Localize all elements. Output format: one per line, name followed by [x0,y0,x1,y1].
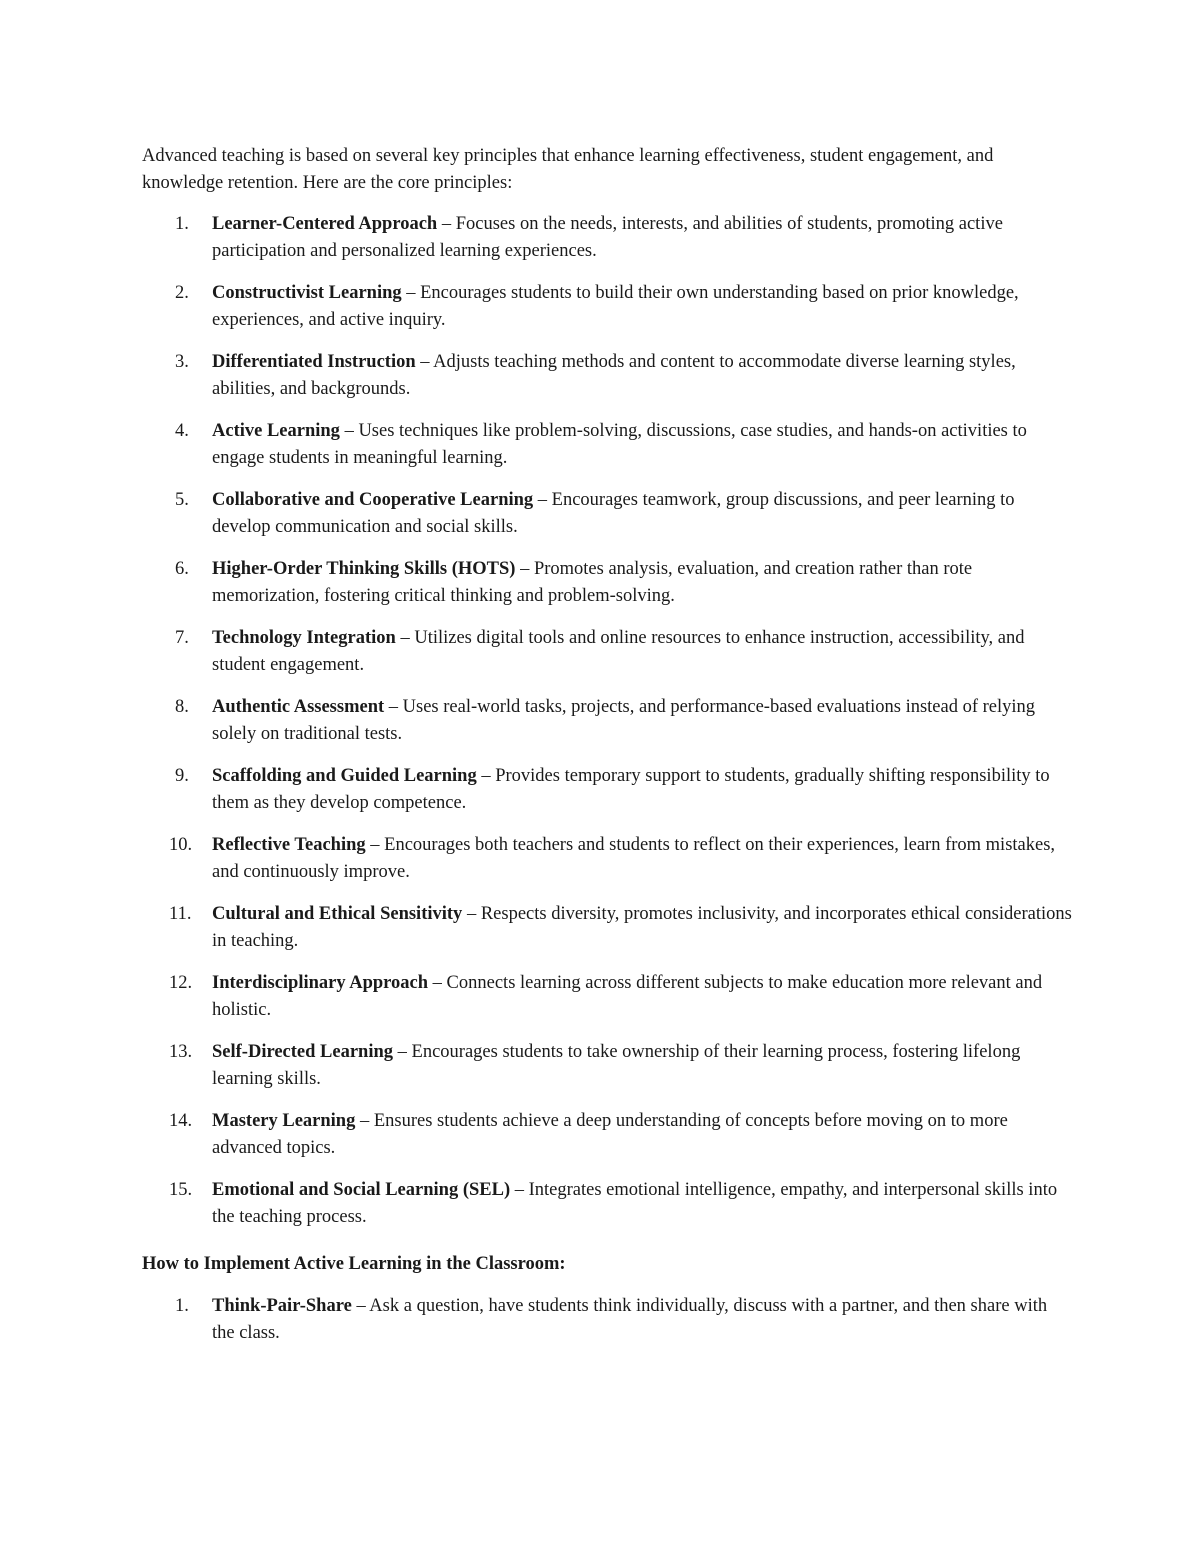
list-item-number: 13. [169,1042,193,1062]
list-item [142,349,1072,403]
implementation-heading: How to Implement Active Learning in the Classroom: [142,1254,566,1274]
list-item-description: – Focuses on the needs, interests, and abilities of students, promoting active participation and personalized learning experiences. [212,214,1003,261]
list-item-description: – Encourages teamwork, group discussions, and peer learning to develop communication and social skills. [212,490,1015,537]
list-item-term: Emotional and Social Learning (SEL) [212,1180,511,1200]
list-item [142,832,1072,886]
list-item-description: – Respects diversity, promotes inclusivity, and incorporates ethical considerations in teaching. [212,904,1072,951]
list-item-term: Reflective Teaching [212,835,366,855]
list-item [142,487,1072,541]
list-item-description: – Uses techniques like problem-solving, discussions, case studies, and hands-on activities to engage students in meaningful learning. [212,421,1027,468]
principles-list [142,211,1072,1246]
list-item-number: 1. [175,1296,189,1316]
list-item-term: Technology Integration [212,628,396,648]
list-item-term: Learner-Centered Approach [212,214,438,234]
list-item-term: Self-Directed Learning [212,1042,394,1062]
list-item-description: – Encourages students to build their own understanding based on prior knowledge, experiences, and active inquiry. [212,283,1019,330]
list-item-description: – Connects learning across different subjects to make education more relevant and holistic. [212,973,1043,1020]
list-item-number: 4. [175,421,189,441]
list-item [142,556,1072,610]
list-item-number: 2. [175,283,189,303]
list-item-description: – Promotes analysis, evaluation, and creation rather than rote memorization, fostering critical thinking and problem-solving. [212,559,973,606]
list-item [142,211,1072,265]
list-item [142,418,1072,472]
list-item-description: – Encourages both teachers and students to reflect on their experiences, learn from mistakes, and continuously improve. [212,835,1056,882]
list-item-description: – Adjusts teaching methods and content to accommodate diverse learning styles, abilities, and backgrounds. [212,352,1016,399]
implementation-list [142,1293,1072,1362]
list-item [142,1177,1072,1231]
list-item-description: – Ensures students achieve a deep understanding of concepts before moving on to more advanced topics. [212,1111,1008,1158]
list-item-description: – Ask a question, have students think individually, discuss with a partner, and then share with the class. [212,1296,1048,1343]
list-item-term: Active Learning [212,421,340,441]
list-item [142,763,1072,817]
list-item-number: 14. [169,1111,193,1131]
list-item-number: 9. [175,766,189,786]
list-item [142,1293,1072,1347]
list-item-term: Mastery Learning [212,1111,356,1131]
list-item-description: – Encourages students to take ownership of their learning process, fostering lifelong learning skills. [212,1042,1021,1089]
list-item-number: 7. [175,628,189,648]
list-item-number: 5. [175,490,189,510]
list-item [142,625,1072,679]
list-item-term: Think-Pair-Share [212,1296,352,1316]
intro-paragraph: Advanced teaching is based on several key principles that enhance learning effectiveness, student engagement, and knowledge retention. Here are the core principles: [142,146,994,193]
list-item [142,1108,1072,1162]
list-item-number: 6. [175,559,189,579]
list-item-term: Differentiated Instruction [212,352,416,372]
list-item [142,1039,1072,1093]
list-item-term: Higher-Order Thinking Skills (HOTS) [212,559,516,579]
list-item [142,901,1072,955]
list-item [142,280,1072,334]
list-item-number: 11. [169,904,192,924]
list-item-number: 12. [169,973,193,993]
list-item-term: Scaffolding and Guided Learning [212,766,477,786]
list-item-description: – Provides temporary support to students, gradually shifting responsibility to them as they develop competence. [212,766,1050,813]
list-item-term: Authentic Assessment [212,697,385,717]
list-item-term: Collaborative and Cooperative Learning [212,490,534,510]
list-item [142,694,1072,748]
list-item-number: 3. [175,352,189,372]
list-item-term: Cultural and Ethical Sensitivity [212,904,463,924]
list-item-term: Constructivist Learning [212,283,402,303]
list-item-description: – Utilizes digital tools and online resources to enhance instruction, accessibility, and student engagement. [212,628,1025,675]
list-item-number: 8. [175,697,189,717]
list-item-number: 10. [169,835,193,855]
list-item-description: – Integrates emotional intelligence, empathy, and interpersonal skills into the teaching process. [212,1180,1058,1227]
list-item-term: Interdisciplinary Approach [212,973,429,993]
list-item [142,970,1072,1024]
list-item-number: 15. [169,1180,193,1200]
list-item-description: – Uses real-world tasks, projects, and performance-based evaluations instead of relying solely on traditional tests. [212,697,1036,744]
list-item-number: 1. [175,214,189,234]
